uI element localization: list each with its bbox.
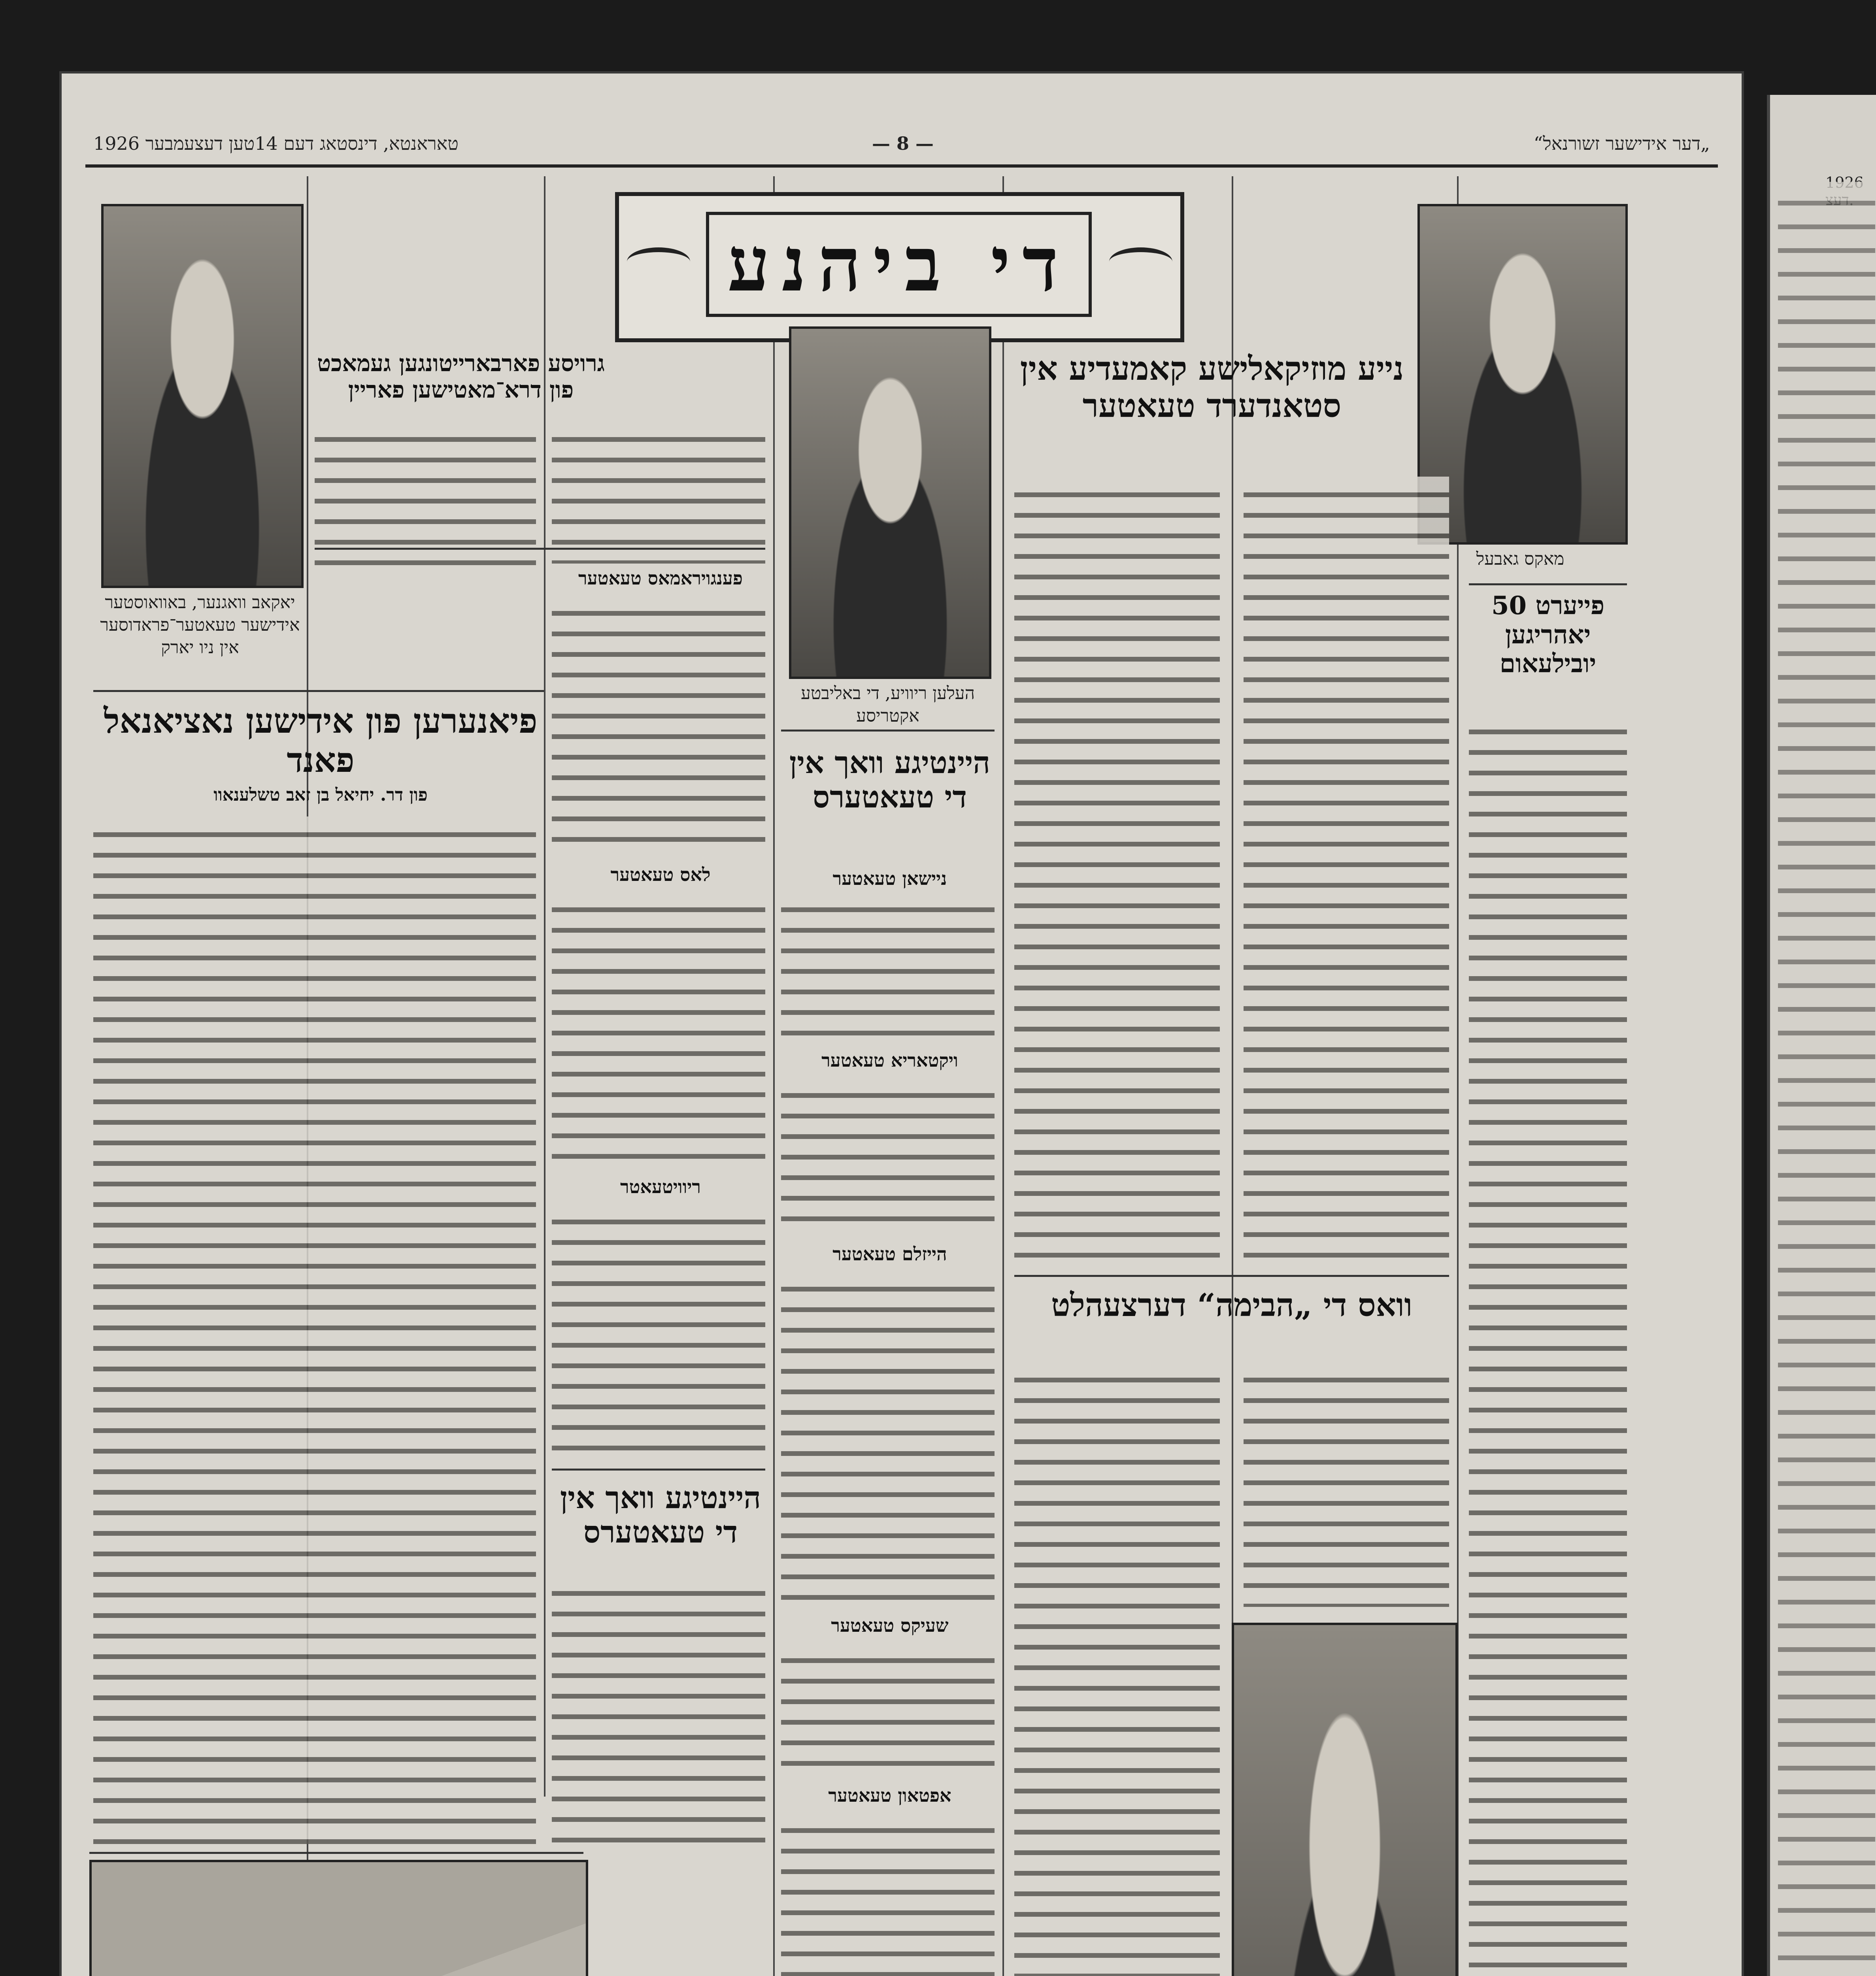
article-body [781,1812,995,1976]
headline: היינטיגע וואך אין די טעאטערס [789,745,991,815]
article-body [552,421,765,564]
subhead: ריוויטעאטר [620,1176,701,1197]
subhead: הייזלם טעאטער [832,1243,947,1265]
portrait-photo [789,326,991,679]
headline: פיאנערען פון אידישען נאציאנאל פאנד [104,701,538,780]
ornament-right [1109,247,1172,276]
headline: גרויסע פארבארייטונגען געמאכט פון דרא־מאטישען פאריין [317,350,605,403]
column-rule [1002,176,1004,1976]
article-body [1244,1362,1449,1607]
header-rule [85,164,1718,168]
article-body [315,421,536,579]
article-body [552,892,765,1168]
section-rule [89,1852,583,1854]
column-rule [773,176,775,1976]
subhead: ויקטאריא טעאטער [821,1050,958,1071]
headline: היינטיגע וואך אין די טעאטערס [560,1480,761,1550]
article-body [781,892,995,1042]
article-body [1469,714,1627,1976]
column-rule [544,176,545,1797]
section-rule [1469,583,1627,585]
banner-frame [706,212,1092,317]
article-body [1014,477,1220,1267]
article-body [552,1204,765,1461]
newspaper-page [59,71,1744,1976]
subhead: אפטאון טעאטער [828,1785,951,1806]
adjacent-page-edge [1767,95,1876,1976]
photo-caption: מאקס גאבעל [1476,549,1565,569]
section-rule [552,1469,765,1471]
article-body [552,595,765,852]
header-date: טאראנטא, דינסטאג דעם 14טען דעצעמבער 1926 [93,133,459,154]
ornament-left [627,247,690,276]
portrait-photo [1232,1623,1458,1976]
page-number: — 8 — [872,133,934,154]
masthead-title: „דער אידישער זשורנאל“ [1533,133,1710,154]
article-body [1014,1362,1220,1976]
article-body [781,1077,995,1235]
aerial-photo [89,1860,588,1976]
subhead: ניישאן טעאטער [832,868,947,889]
subhead: לאס טעאטער [610,864,711,885]
article-body [1244,477,1449,1267]
byline: פון דר. יחיאל בן זאב טשלענאוו [213,785,428,805]
adjacent-page-text [1778,182,1875,1976]
headline: פייערט 50 יאהריגען יובילעאום [1491,591,1605,679]
article-body [781,1642,995,1777]
portrait-photo [101,204,304,588]
section-rule [93,690,544,692]
subhead: שעיקס טעאטער [831,1615,949,1636]
photo-caption: יאקאב וואגנער, באוואוסטער אידישער טעאטער־פראדוסער אין ניו יארק [100,592,300,658]
section-banner [615,192,1184,342]
section-rule [781,730,995,732]
section-rule [1014,1275,1449,1277]
section-rule [315,548,765,550]
subhead: פענגויראמאס טעאטער [578,568,743,589]
article-body [552,1575,765,1852]
headline: נייע מוזיקאלישע קאמעדיע אין סטאנדערד טעאטער [1020,350,1404,425]
article-body [93,816,536,1844]
headline: וואס די „הבימה“ דערצעהלט [1051,1286,1412,1324]
article-body [781,1271,995,1607]
section-title: די ביהנע [727,220,1070,308]
photo-caption: העלען ריוויע, די באליבטע אקטריסע [800,683,975,726]
